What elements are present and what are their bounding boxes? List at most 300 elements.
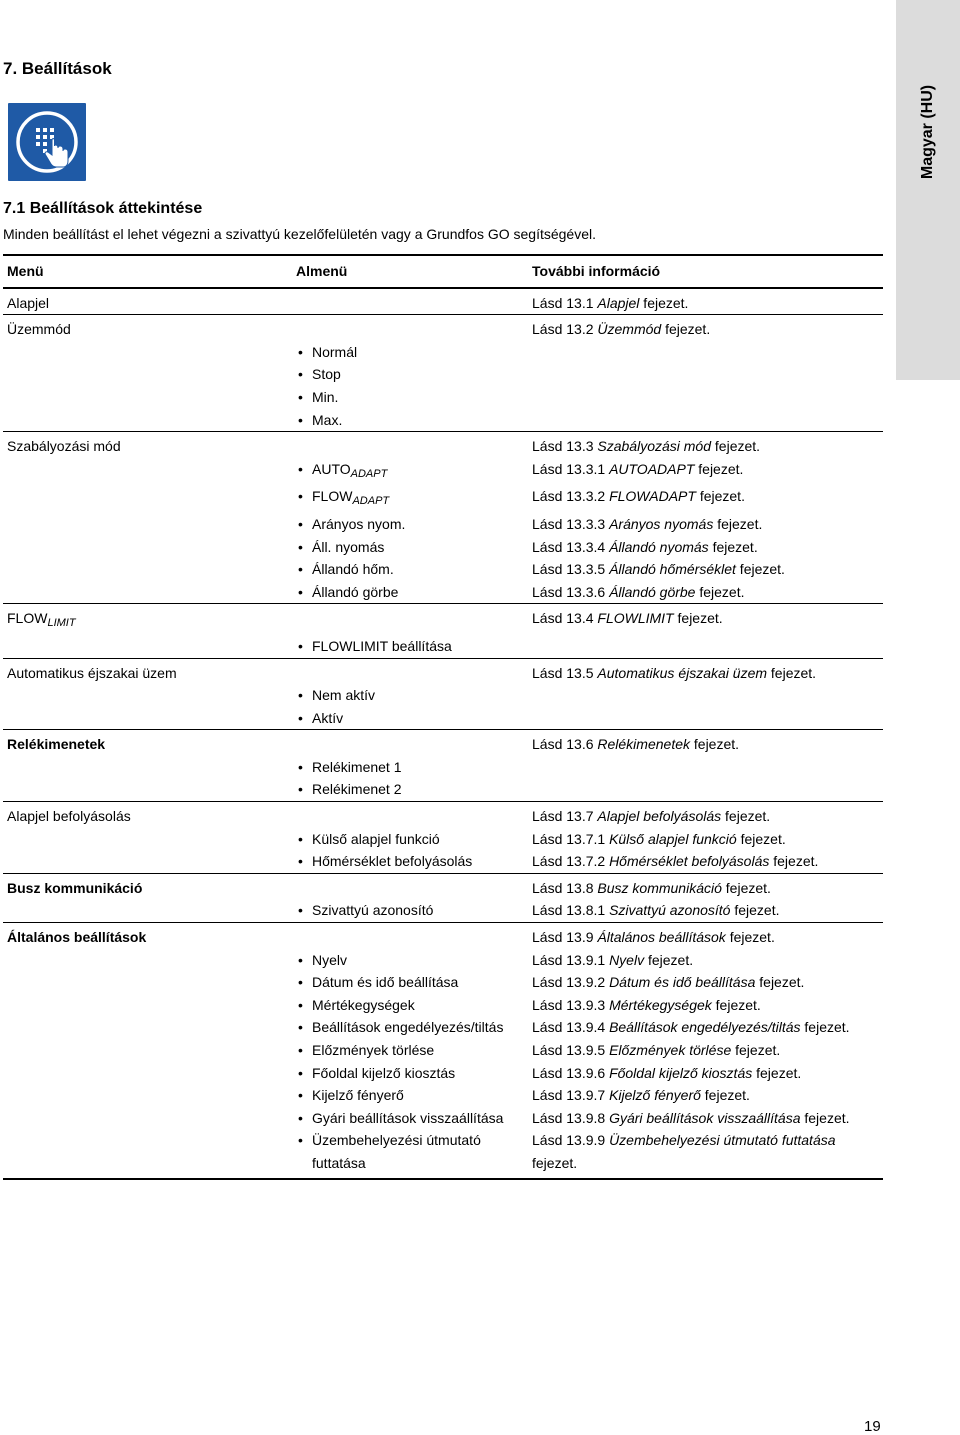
menu-cell [3, 409, 292, 432]
ref-prefix: Lásd 13.9.9 [532, 1132, 610, 1149]
info-cell [528, 1129, 883, 1178]
ref-suffix: fejezet. [721, 879, 771, 896]
submenu-cell [292, 315, 528, 341]
menu-cell [3, 802, 292, 828]
table-row [3, 828, 883, 851]
menu-name: Alapjel befolyásolás [7, 808, 131, 825]
info-cell [528, 1107, 883, 1130]
info-cell [528, 1016, 883, 1039]
submenu-item [292, 485, 528, 513]
ref-suffix: fejezet. [690, 736, 740, 753]
table-row [3, 802, 883, 828]
ref-chapter-title: Általános beállítások [597, 929, 726, 946]
ref-prefix: Lásd 13.3.3 [532, 515, 610, 532]
ref-suffix: fejezet. [695, 583, 745, 600]
submenu-label-subscript: ADAPT [350, 467, 388, 480]
submenu-label-wrap [312, 949, 347, 972]
menu-name: Általános beállítások [7, 929, 147, 946]
ref-prefix: Lásd 13.1 [532, 294, 598, 311]
settings-overview-table [3, 254, 883, 1180]
section-title: 7. Beállítások [3, 59, 112, 78]
subsection-title: 7.1 Beállítások áttekintése [3, 200, 203, 217]
submenu-label-wrap [312, 1039, 434, 1062]
ref-prefix: Lásd 13.6 [532, 736, 598, 753]
submenu-label-wrap [312, 513, 405, 536]
table-row [3, 684, 883, 707]
bullet-icon: • [298, 709, 303, 726]
menu-cell [3, 536, 292, 559]
menu-cell [3, 923, 292, 949]
ref-suffix: fejezet. [661, 321, 711, 338]
info-cell [528, 1039, 883, 1062]
language-side-tab-label: Magyar (HU) [919, 84, 936, 180]
table-row [3, 485, 883, 513]
menu-cell [3, 778, 292, 801]
submenu-item [292, 1039, 528, 1062]
ref-chapter-title: Beállítások engedélyezés/tiltás [609, 1019, 801, 1036]
table-row [3, 409, 883, 432]
ref-chapter-title: Alapjel befolyásolás [597, 808, 722, 825]
submenu-item [292, 756, 528, 779]
bullet-icon: • [298, 538, 303, 555]
info-cell [528, 485, 883, 513]
bullet-icon: • [298, 488, 303, 505]
ref-prefix: Lásd 13.3.2 [532, 488, 610, 505]
ref-suffix: fejezet. [767, 664, 817, 681]
bullet-icon: • [298, 951, 303, 968]
table-header-row [3, 255, 883, 288]
ref-chapter-title: Állandó hőmérséklet [609, 561, 736, 578]
menu-cell [3, 899, 292, 922]
submenu-item [292, 558, 528, 581]
info-cell [528, 828, 883, 851]
submenu-label: Hőmérséklet befolyásolás [312, 853, 473, 870]
table-row [3, 707, 883, 730]
ref-prefix: Lásd 13.2 [532, 321, 598, 338]
menu-cell [3, 850, 292, 873]
submenu-item [292, 1084, 528, 1107]
submenu-label: Min. [312, 388, 339, 405]
menu-cell [3, 994, 292, 1017]
table-row [3, 513, 883, 536]
info-cell [528, 850, 883, 873]
ref-chapter-title: Külső alapjel funkció [609, 830, 737, 847]
submenu-cell [292, 604, 528, 635]
submenu-label-wrap [312, 386, 338, 409]
submenu-label-wrap [312, 1062, 455, 1085]
bullet-icon: • [298, 637, 303, 654]
menu-name: Szabályozási mód [7, 438, 121, 455]
menu-cell [3, 828, 292, 851]
bullet-icon: • [298, 974, 303, 991]
submenu-item [292, 363, 528, 386]
bullet-icon: • [298, 758, 303, 775]
ref-prefix: Lásd 13.3.4 [532, 538, 610, 555]
table-row [3, 288, 883, 315]
info-cell [528, 658, 883, 684]
menu-name: Busz kommunikáció [7, 879, 143, 896]
info-cell [528, 873, 883, 899]
ref-chapter-title: FLOWADAPT [609, 488, 696, 505]
submenu-label: Áll. nyomás [312, 538, 385, 555]
menu-cell [3, 1107, 292, 1130]
info-cell [528, 513, 883, 536]
ref-suffix: fejezet. [730, 902, 780, 919]
ref-prefix: Lásd 13.7 [532, 808, 598, 825]
table-row [3, 558, 883, 581]
submenu-label-wrap [312, 684, 375, 707]
menu-name: FLOW [7, 610, 48, 627]
submenu-label: Főoldal kijelző kiosztás [312, 1064, 456, 1081]
ref-prefix: Lásd 13.3 [532, 438, 598, 455]
info-cell [528, 458, 883, 486]
table-row [3, 1016, 883, 1039]
info-cell [528, 288, 883, 315]
ref-prefix: Lásd 13.9.3 [532, 996, 610, 1013]
table-row [3, 994, 883, 1017]
menu-cell [3, 873, 292, 899]
info-cell [528, 536, 883, 559]
info-cell [528, 756, 883, 779]
ref-chapter-title: Főoldal kijelző kiosztás [609, 1064, 753, 1081]
submenu-label-wrap [312, 635, 452, 658]
ref-chapter-title: Arányos nyomás [609, 515, 714, 532]
info-cell [528, 1062, 883, 1085]
table-row [3, 1084, 883, 1107]
ref-suffix: fejezet. [694, 460, 744, 477]
bullet-icon: • [298, 687, 303, 704]
ref-prefix: Lásd 13.9.1 [532, 951, 610, 968]
table-row [3, 899, 883, 922]
submenu-cell [292, 432, 528, 458]
submenu-label: Kijelző fényerő [312, 1087, 404, 1104]
ref-prefix: Lásd 13.3.5 [532, 561, 610, 578]
info-cell [528, 684, 883, 707]
menu-cell [3, 1084, 292, 1107]
menu-cell [3, 513, 292, 536]
ref-chapter-title: Busz kommunikáció [597, 879, 722, 896]
submenu-cell [292, 658, 528, 684]
ref-prefix: Lásd 13.7.1 [532, 830, 610, 847]
menu-cell [3, 341, 292, 364]
table-row [3, 315, 883, 341]
submenu-label-wrap [312, 581, 398, 604]
ref-chapter-title: Hőmérséklet befolyásolás [609, 853, 770, 870]
submenu-label: Arányos nyom. [312, 515, 406, 532]
ref-prefix: Lásd 13.8.1 [532, 902, 610, 919]
submenu-item [292, 513, 528, 536]
table-row [3, 971, 883, 994]
info-cell [528, 994, 883, 1017]
submenu-label: Normál [312, 343, 358, 360]
ref-chapter-title: Üzemmód [597, 321, 662, 338]
menu-cell [3, 971, 292, 994]
submenu-cell [292, 288, 528, 315]
submenu-label: Nyelv [312, 951, 348, 968]
bullet-icon: • [298, 853, 303, 870]
ref-suffix: fejezet. [752, 1064, 802, 1081]
menu-cell [3, 1062, 292, 1085]
menu-cell [3, 1039, 292, 1062]
menu-cell [3, 458, 292, 486]
ref-suffix: fejezet. [639, 294, 689, 311]
submenu-label: Gyári beállítások visszaállítása [312, 1109, 504, 1126]
ref-suffix: fejezet. [721, 808, 771, 825]
ref-prefix: Lásd 13.9.7 [532, 1087, 610, 1104]
menu-name: Relékimenetek [7, 736, 106, 753]
submenu-item [292, 850, 528, 873]
table-row [3, 730, 883, 756]
info-cell [528, 899, 883, 922]
ref-prefix: Lásd 13.9.6 [532, 1064, 610, 1081]
table-row [3, 341, 883, 364]
ref-prefix: Lásd 13.7.2 [532, 853, 610, 870]
submenu-label-wrap [312, 458, 387, 486]
submenu-label-wrap [312, 536, 384, 559]
submenu-label: AUTO [312, 460, 351, 477]
info-cell [528, 971, 883, 994]
info-cell [528, 432, 883, 458]
submenu-item [292, 994, 528, 1017]
submenu-label: FLOW [312, 488, 353, 505]
submenu-label: FLOWLIMIT beállítása [312, 637, 452, 654]
column-header-info: További információ [532, 263, 661, 279]
submenu-label-wrap [312, 409, 342, 432]
bullet-icon: • [298, 583, 303, 600]
info-cell [528, 341, 883, 364]
language-side-tab [896, 0, 960, 380]
bullet-icon: • [298, 1087, 303, 1104]
menu-cell [3, 756, 292, 779]
ref-suffix: fejezet. [673, 610, 723, 627]
info-cell [528, 409, 883, 432]
ref-prefix: Lásd 13.3.6 [532, 583, 610, 600]
table-row [3, 1107, 883, 1130]
bullet-icon: • [298, 411, 303, 428]
submenu-label-wrap [312, 756, 402, 779]
menu-cell [3, 635, 292, 658]
info-cell [528, 923, 883, 949]
menu-cell [3, 949, 292, 972]
menu-cell [3, 604, 292, 635]
bullet-icon: • [298, 996, 303, 1013]
ref-chapter-title: Gyári beállítások visszaállítása [609, 1109, 801, 1126]
bullet-icon: • [298, 781, 303, 798]
submenu-cell [292, 730, 528, 756]
info-cell [528, 581, 883, 604]
page-number: 19 [864, 1418, 881, 1435]
info-cell [528, 949, 883, 972]
submenu-label-wrap [312, 1107, 503, 1130]
ref-suffix: fejezet. [736, 830, 786, 847]
submenu-label-wrap [312, 994, 415, 1017]
menu-cell [3, 581, 292, 604]
ref-suffix: fejezet. [731, 1042, 781, 1058]
ref-prefix: Lásd 13.8 [532, 879, 598, 896]
submenu-cell [292, 802, 528, 828]
table-row [3, 363, 883, 386]
table-row [3, 923, 883, 949]
menu-cell [3, 558, 292, 581]
ref-suffix: fejezet. [735, 561, 785, 578]
submenu-label-wrap [312, 707, 343, 730]
ref-chapter-title: Szabályozási mód [597, 438, 712, 455]
menu-name-subscript: LIMIT [47, 617, 76, 630]
submenu-item [292, 949, 528, 972]
submenu-label: Relékimenet 2 [312, 781, 402, 798]
submenu-item [292, 1107, 528, 1130]
touch-keypad-icon [8, 103, 86, 181]
column-header-submenu: Almenü [296, 263, 348, 279]
info-cell [528, 707, 883, 730]
ref-chapter-title: Dátum és idő beállítása [609, 974, 756, 991]
table-row [3, 386, 883, 409]
table-row [3, 1129, 883, 1178]
submenu-label-wrap [312, 558, 394, 581]
bullet-icon: • [298, 460, 303, 477]
ref-prefix: Lásd 13.9.8 [532, 1109, 610, 1126]
ref-chapter-title: Alapjel [597, 294, 640, 311]
submenu-label: Relékimenet 1 [312, 758, 402, 775]
menu-cell [3, 730, 292, 756]
table-row [3, 604, 883, 635]
submenu-item [292, 341, 528, 364]
ref-suffix: fejezet. [725, 929, 775, 946]
submenu-label: Előzmények törlése [312, 1042, 435, 1058]
submenu-label: Állandó hőm. [312, 561, 394, 578]
info-cell [528, 386, 883, 409]
submenu-label: Üzembehelyezési útmutató futtatása [312, 1132, 481, 1171]
ref-chapter-title: Előzmények törlése [609, 1042, 732, 1058]
info-cell [528, 730, 883, 756]
ref-suffix: fejezet. [711, 438, 761, 455]
menu-name: Alapjel [7, 294, 50, 311]
menu-cell [3, 386, 292, 409]
submenu-label-wrap [312, 363, 341, 386]
submenu-label-wrap [312, 1084, 404, 1107]
info-cell [528, 363, 883, 386]
info-cell [528, 1084, 883, 1107]
submenu-item [292, 778, 528, 801]
table-row [3, 949, 883, 972]
ref-prefix: Lásd 13.9.4 [532, 1019, 610, 1036]
table-row [3, 458, 883, 486]
ref-chapter-title: Nyelv [609, 951, 645, 968]
submenu-item [292, 1016, 528, 1039]
submenu-item [292, 828, 528, 851]
menu-name: Automatikus éjszakai üzem [7, 664, 177, 681]
table-row [3, 850, 883, 873]
ref-suffix: fejezet. [532, 1154, 578, 1171]
submenu-label: Max. [312, 411, 343, 428]
submenu-item [292, 1129, 528, 1178]
table-row [3, 581, 883, 604]
menu-cell [3, 432, 292, 458]
menu-cell [3, 1016, 292, 1039]
submenu-label-wrap [312, 485, 389, 513]
ref-suffix: fejezet. [695, 488, 745, 505]
table-row [3, 873, 883, 899]
submenu-label: Stop [312, 366, 341, 383]
table-row [3, 432, 883, 458]
submenu-label: Állandó görbe [312, 583, 399, 600]
intro-text: Minden beállítást el lehet végezni a szivattyú kezelőfelületén vagy a Grundfos GO segítségével. [3, 226, 597, 242]
submenu-item [292, 684, 528, 707]
submenu-label-wrap [312, 778, 402, 801]
submenu-item [292, 409, 528, 432]
bullet-icon: • [298, 366, 303, 383]
submenu-label: Mértékegységek [312, 996, 415, 1013]
ref-prefix: Lásd 13.9.2 [532, 974, 610, 991]
bullet-icon: • [298, 1132, 303, 1149]
menu-cell [3, 363, 292, 386]
submenu-item [292, 635, 528, 658]
bullet-icon: • [298, 343, 303, 360]
ref-prefix: Lásd 13.9 [532, 929, 598, 946]
submenu-item [292, 581, 528, 604]
table-row [3, 778, 883, 801]
info-cell [528, 635, 883, 658]
info-cell [528, 558, 883, 581]
ref-chapter-title: AUTOADAPT [609, 460, 695, 477]
menu-cell [3, 658, 292, 684]
menu-cell [3, 315, 292, 341]
info-cell [528, 604, 883, 635]
ref-suffix: fejezet. [711, 996, 761, 1013]
submenu-item [292, 1062, 528, 1085]
info-cell [528, 778, 883, 801]
submenu-cell [292, 873, 528, 899]
ref-suffix: fejezet. [755, 974, 805, 991]
ref-suffix: fejezet. [800, 1109, 850, 1126]
submenu-label-wrap [312, 850, 472, 873]
bullet-icon: • [298, 902, 303, 919]
ref-chapter-title: Automatikus éjszakai üzem [597, 664, 768, 681]
submenu-cell [292, 923, 528, 949]
submenu-label: Dátum és idő beállítása [312, 974, 459, 991]
submenu-label-wrap [312, 1016, 503, 1039]
bullet-icon: • [298, 561, 303, 578]
menu-cell [3, 1129, 292, 1178]
ref-prefix: Lásd 13.5 [532, 664, 598, 681]
submenu-item [292, 707, 528, 730]
submenu-item [292, 458, 528, 486]
menu-cell [3, 485, 292, 513]
submenu-label-wrap [312, 341, 357, 364]
table-row [3, 1039, 883, 1062]
submenu-label-subscript: ADAPT [352, 495, 390, 508]
column-header-menu: Menü [7, 263, 44, 279]
bullet-icon: • [298, 1109, 303, 1126]
submenu-label: Aktív [312, 709, 344, 726]
submenu-item [292, 536, 528, 559]
table-row [3, 658, 883, 684]
ref-chapter-title: Állandó nyomás [609, 538, 709, 555]
submenu-item [292, 386, 528, 409]
ref-prefix: Lásd 13.3.1 [532, 460, 610, 477]
menu-cell [3, 707, 292, 730]
submenu-label: Szivattyú azonosító [312, 902, 434, 919]
ref-prefix: Lásd 13.9.5 [532, 1042, 610, 1058]
bullet-icon: • [298, 1064, 303, 1081]
bullet-icon: • [298, 1042, 303, 1058]
info-cell [528, 315, 883, 341]
ref-chapter-title: Relékimenetek [597, 736, 690, 753]
ref-prefix: Lásd 13.4 [532, 610, 598, 627]
ref-suffix: fejezet. [708, 538, 758, 555]
bullet-icon: • [298, 830, 303, 847]
submenu-item [292, 899, 528, 922]
